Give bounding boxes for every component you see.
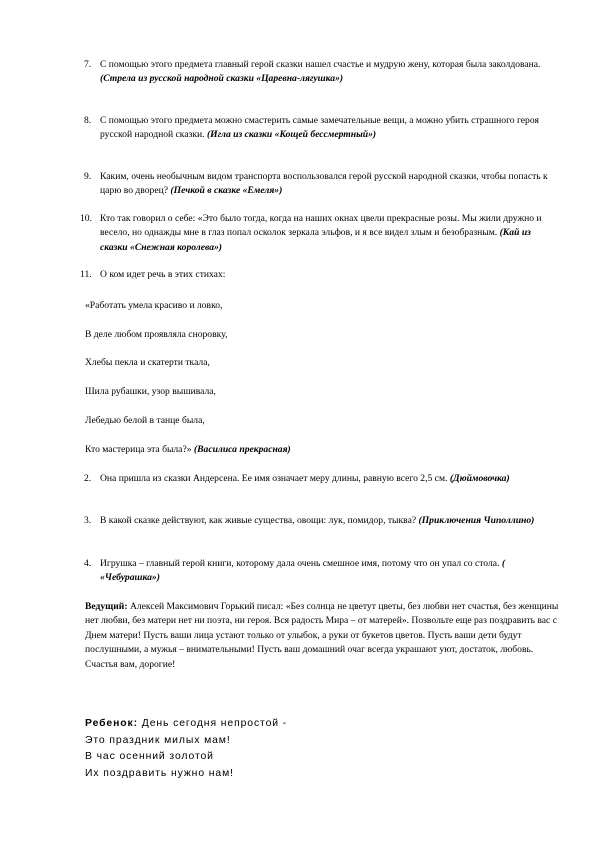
- question-number: 4.: [84, 558, 92, 569]
- question-text: Она пришла из сказки Андерсена. Ее имя означает меру длины, равную всего 2,5 см.: [100, 473, 448, 484]
- question-number: 11.: [80, 269, 92, 280]
- question-3: [84, 514, 560, 528]
- question-number: 3.: [84, 515, 92, 526]
- question-number: 10.: [80, 213, 92, 224]
- question-10: [80, 212, 560, 255]
- question-text: С помощью этого предмета можно смастерить самые замечательные вещи, а можно убить страшного героя русской народной сказки.: [100, 115, 539, 141]
- poem-line: «Работать умела красиво и ловко,: [85, 300, 223, 311]
- poem-line: Лебедью белой в танце была,: [85, 415, 205, 426]
- poem-line: Шила рубашки, узор вышивала,: [85, 386, 216, 397]
- question-7: [84, 58, 560, 87]
- child-verse-line: Это праздник милых мам!: [85, 735, 231, 746]
- child-label: Ребенок:: [85, 718, 138, 729]
- question-answer: (Игла из сказки «Кощей бессмертный»): [206, 129, 377, 141]
- question-answer: (Дюймовочка): [449, 473, 510, 484]
- question-answer: ( «Чебурашка»): [100, 558, 506, 584]
- poem-last-line: [85, 443, 291, 457]
- question-number: 9.: [84, 171, 92, 182]
- question-answer: (Печкой в сказке «Емеля»): [170, 185, 283, 197]
- question-text: В какой сказке действуют, как живые существа, овощи: лук, помидор, тыква?: [100, 515, 417, 526]
- question-answer: (Приключения Чиполлино): [418, 515, 535, 526]
- question-11: [80, 268, 560, 282]
- question-4: [84, 557, 560, 586]
- question-text: Игрушка – главный герой книги, которому дала очень смешное имя, потому что он упал со стола.: [100, 558, 500, 569]
- poem-answer: (Василиса прекрасная): [193, 444, 291, 455]
- child-verse-line: Их поздравить нужно нам!: [85, 768, 234, 779]
- question-text: Кто так говорил о себе: «Это было тогда, когда на наших окнах цвели прекрасные розы. Мы жили дружно и весело, но однажды мне в глаз попал осколок зеркала эльфов, и я все видел злым и безобразным.: [100, 213, 542, 239]
- host-paragraph: [85, 600, 563, 672]
- child-verse-line: День сегодня непростой -: [141, 718, 288, 729]
- question-2: [84, 472, 560, 486]
- poem-line: Хлебы пекла и скатерти ткала,: [85, 357, 210, 368]
- question-number: 2.: [84, 473, 92, 484]
- question-text: Каким, очень необычным видом транспорта воспользовался герой русской народной сказки, чтобы попасть к царю во дворец?: [100, 171, 548, 197]
- question-answer: (Стрела из русской народной сказки «Царевна-лягушка»): [100, 73, 344, 85]
- question-text: С помощью этого предмета главный герой сказки нашел счастье и мудрую жену, которая была заколдована.: [100, 59, 541, 70]
- question-9: [84, 170, 560, 199]
- host-text: Алексей Максимович Горький писал: «Без солнца не цветут цветы, без любви нет счастья, без женщины нет любви, без матери нет ни поэта, ни героя. Вся радость Мира – от матерей». Позвольте еще раз поздравить вас с Днем матери! Пусть ваши лица устают только от улыбок, а руки от букетов цветов. Пусть ваши дети будут послушными, а мужья – внимательными! Пусть ваш домашний очаг всегда украшают уют, достаток, любовь. Счастья вам, дорогие!: [85, 601, 559, 670]
- question-text: О ком идет речь в этих стихах:: [100, 269, 226, 280]
- poem-line: Кто мастерица эта была?»: [85, 444, 192, 455]
- child-line-1: [85, 716, 287, 732]
- question-number: 7.: [84, 59, 92, 70]
- question-answer: (Кай из сказки «Снежная королева»): [100, 227, 531, 253]
- question-8: [84, 114, 560, 143]
- question-number: 8.: [84, 115, 92, 126]
- child-verse-line: В час осенний золотой: [85, 751, 214, 762]
- host-label: Ведущий:: [85, 601, 128, 612]
- poem-line: В деле любом проявляла сноровку,: [85, 329, 228, 340]
